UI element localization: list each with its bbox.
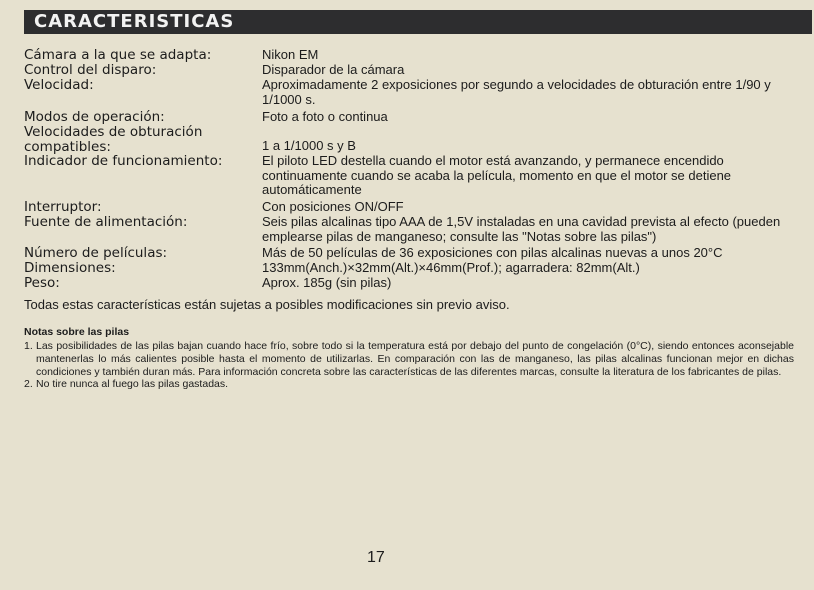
spec-value-shutter-control: Disparador de la cámara (262, 62, 405, 77)
spec-label-indicator: Indicador de funcionamiento: (24, 153, 223, 169)
spec-value-camera: Nikon EM (262, 47, 319, 62)
spec-value-film-count: Más de 50 películas de 36 exposiciones con pilas alcalinas nuevas a unos 20°C (262, 245, 723, 260)
spec-label-film-count: Número de películas: (24, 245, 168, 261)
note-text: Las posibilidades de las pilas bajan cuando hace frío, sobre todo si la temperatura está por debajo del punto de congelación (0°C), siendo entonces aconsejable mantenerlas lo más calientes posible hasta el momento de utilizarlas. En comparación con las de manganeso, las pilas alcalinas funcionan mejor en dichas condiciones y también duran más. Para información concreta sobre las características de las diferentes marcas, consulte la literatura de los fabricantes de pilas. (36, 340, 794, 378)
spec-value-switch: Con posiciones ON/OFF (262, 199, 404, 214)
spec-label-dimensions: Dimensiones: (24, 260, 116, 276)
spec-value-dimensions: 133mm(Anch.)×32mm(Alt.)×46mm(Prof.); agarradera: 82mm(Alt.) (262, 260, 640, 275)
spec-label-operation-modes: Modos de operación: (24, 109, 165, 125)
section-header-bar (24, 10, 812, 34)
note-item (24, 340, 794, 378)
spec-label-camera: Cámara a la que se adapta: (24, 47, 212, 63)
spec-value-power-source: Seis pilas alcalinas tipo AAA de 1,5V instaladas en una cavidad prevista al efecto (pueden emplearse pilas de manganeso; consulte las "Notas sobre las pilas") (262, 214, 781, 244)
notes-list (24, 340, 794, 391)
spec-label-switch: Interruptor: (24, 199, 102, 215)
spec-value-shutter-speeds: 1 a 1/1000 s y B (262, 138, 356, 153)
spec-label-speed: Velocidad: (24, 77, 94, 93)
spec-label-shutter-speeds: Velocidades de obturación compatibles: (24, 124, 203, 155)
spec-label-power-source: Fuente de alimentación: (24, 214, 188, 230)
spec-label-weight: Peso: (24, 275, 60, 291)
disclaimer-text: Todas estas características están sujetas a posibles modificaciones sin previo aviso. (24, 297, 510, 312)
spec-value-indicator: El piloto LED destella cuando el motor está avanzando, y permanece encendido continuamente cuando se acaba la película, momento en que el motor se detiene automáticamente (262, 153, 732, 197)
spec-value-operation-modes: Foto a foto o continua (262, 109, 388, 124)
spec-value-weight: Aprox. 185g (sin pilas) (262, 275, 392, 290)
spec-value-speed: Aproximadamente 2 exposiciones por segundo a velocidades de obturación entre 1/90 y 1/1000 s. (262, 77, 771, 107)
note-text: No tire nunca al fuego las pilas gastadas. (36, 378, 229, 391)
page-number: 17 (367, 549, 385, 566)
section-title: CARACTERISTICAS (34, 11, 235, 32)
spec-label-shutter-control: Control del disparo: (24, 62, 157, 78)
notes-heading: Notas sobre las pilas (24, 326, 130, 338)
note-item (24, 378, 794, 391)
note-number: 1. (24, 340, 33, 352)
note-number: 2. (24, 378, 33, 391)
